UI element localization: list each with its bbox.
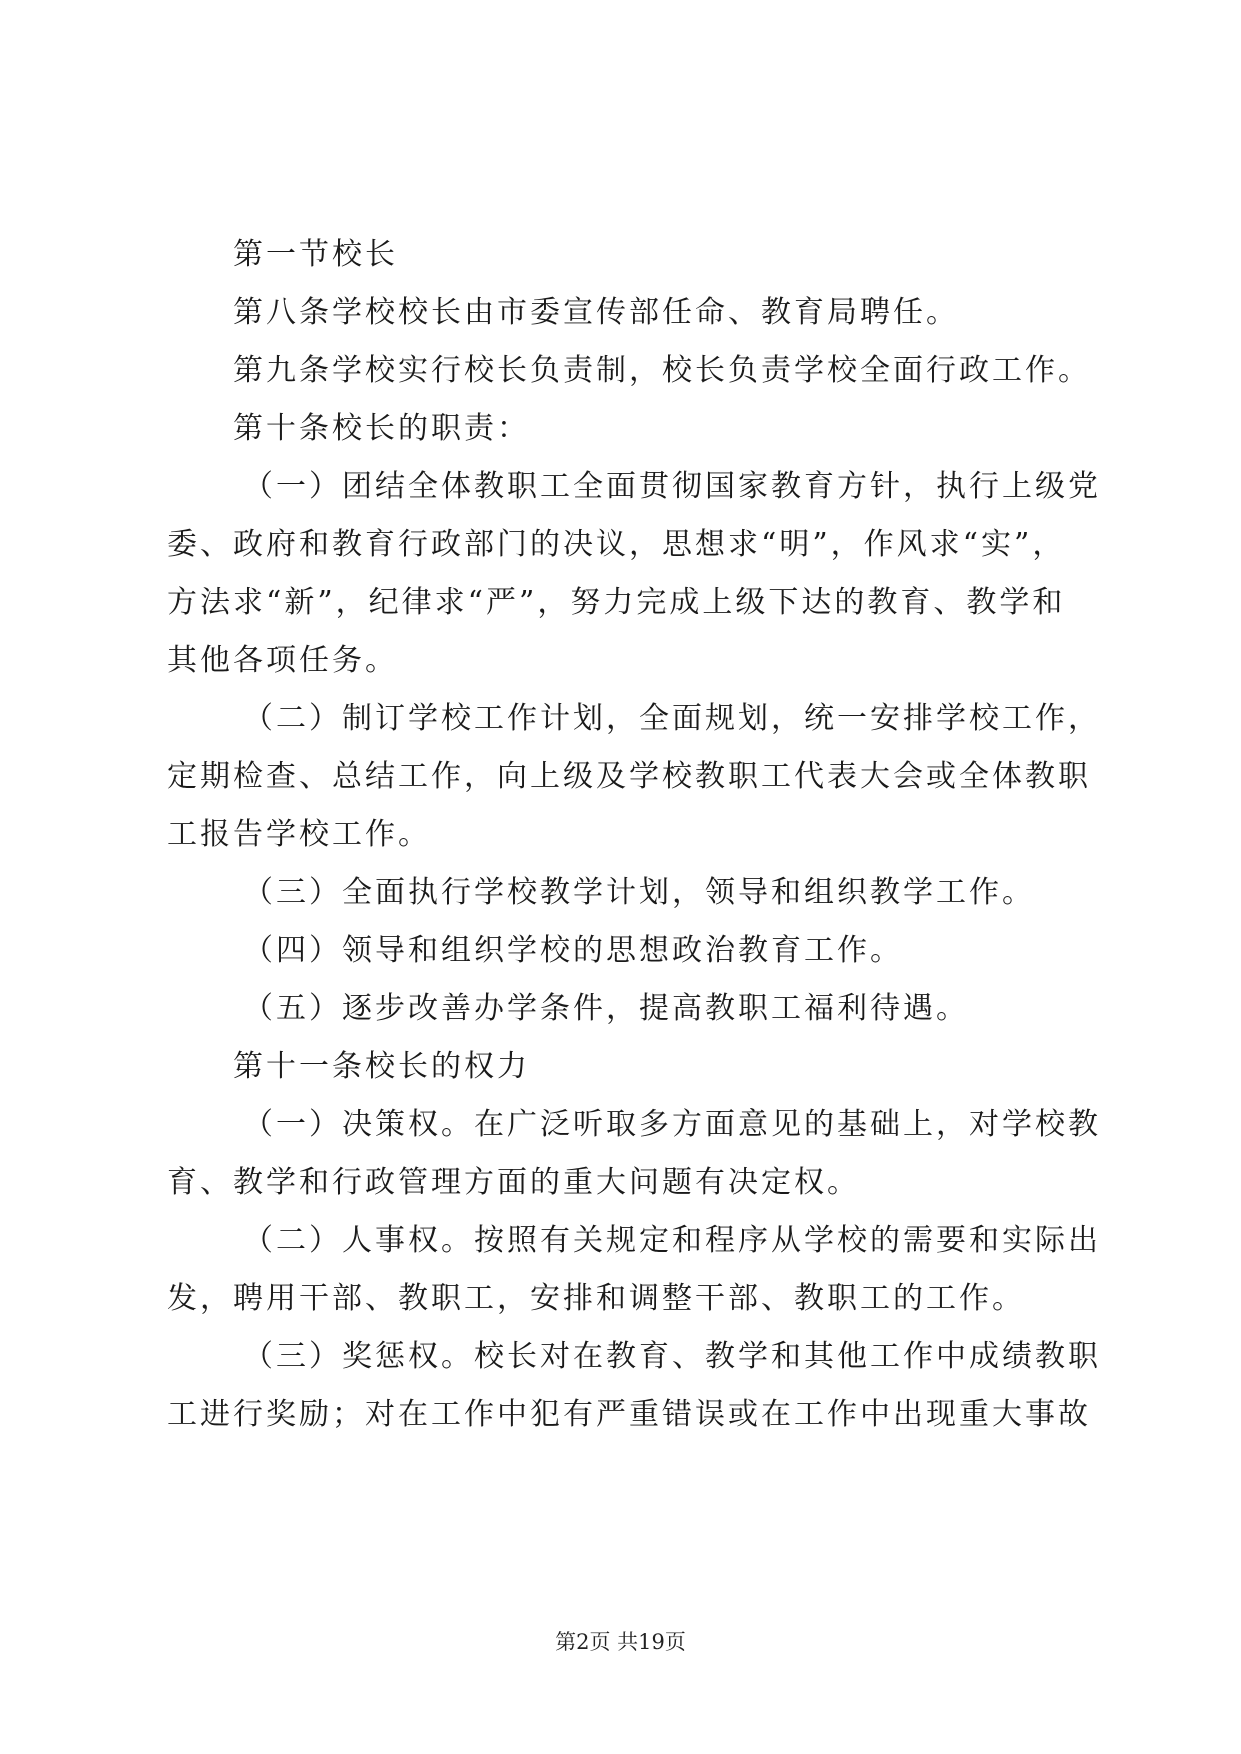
paragraph-line: 发，聘用干部、教职工，安排和调整干部、教职工的工作。 bbox=[167, 1281, 1025, 1316]
section-heading: 第一节校长 bbox=[233, 237, 398, 272]
page-number-footer: 第2页 共19页 bbox=[555, 1630, 686, 1654]
article-11-heading: 第十一条校长的权力 bbox=[233, 1049, 530, 1084]
paragraph-line: （五）逐步改善办学条件，提高教职工福利待遇。 bbox=[243, 991, 969, 1026]
paragraph-line: 定期检查、总结工作，向上级及学校教职工代表大会或全体教职 bbox=[167, 759, 1091, 794]
document-body bbox=[167, 226, 1101, 1444]
paragraph-line: 工进行奖励；对在工作中犯有严重错误或在工作中出现重大事故 bbox=[167, 1397, 1091, 1432]
paragraph-line: 其他各项任务。 bbox=[167, 643, 398, 678]
paragraph-line: （一）团结全体教职工全面贯彻国家教育方针，执行上级党 bbox=[243, 469, 1101, 504]
paragraph-line: 育、教学和行政管理方面的重大问题有决定权。 bbox=[167, 1165, 860, 1200]
paragraph-line: （三）奖惩权。校长对在教育、教学和其他工作中成绩教职 bbox=[243, 1339, 1101, 1374]
paragraph-line: 工报告学校工作。 bbox=[167, 817, 431, 852]
article-10-heading: 第十条校长的职责： bbox=[233, 411, 530, 446]
paragraph-line: 方法求“新”，纪律求“严”，努力完成上级下达的教育、教学和 bbox=[167, 585, 1066, 620]
article-9: 第九条学校实行校长负责制，校长负责学校全面行政工作。 bbox=[233, 353, 1091, 388]
paragraph-line: （三）全面执行学校教学计划，领导和组织教学工作。 bbox=[243, 875, 1035, 910]
paragraph-line: （四）领导和组织学校的思想政治教育工作。 bbox=[243, 933, 903, 968]
article-8: 第八条学校校长由市委宣传部任命、教育局聘任。 bbox=[233, 295, 959, 330]
paragraph-line: 委、政府和教育行政部门的决议，思想求“明”，作风求“实”， bbox=[167, 527, 1066, 562]
paragraph-line: （二）制订学校工作计划，全面规划，统一安排学校工作， bbox=[243, 701, 1101, 736]
paragraph-line: （二）人事权。按照有关规定和程序从学校的需要和实际出 bbox=[243, 1223, 1101, 1258]
paragraph-line: （一）决策权。在广泛听取多方面意见的基础上，对学校教 bbox=[243, 1107, 1101, 1142]
